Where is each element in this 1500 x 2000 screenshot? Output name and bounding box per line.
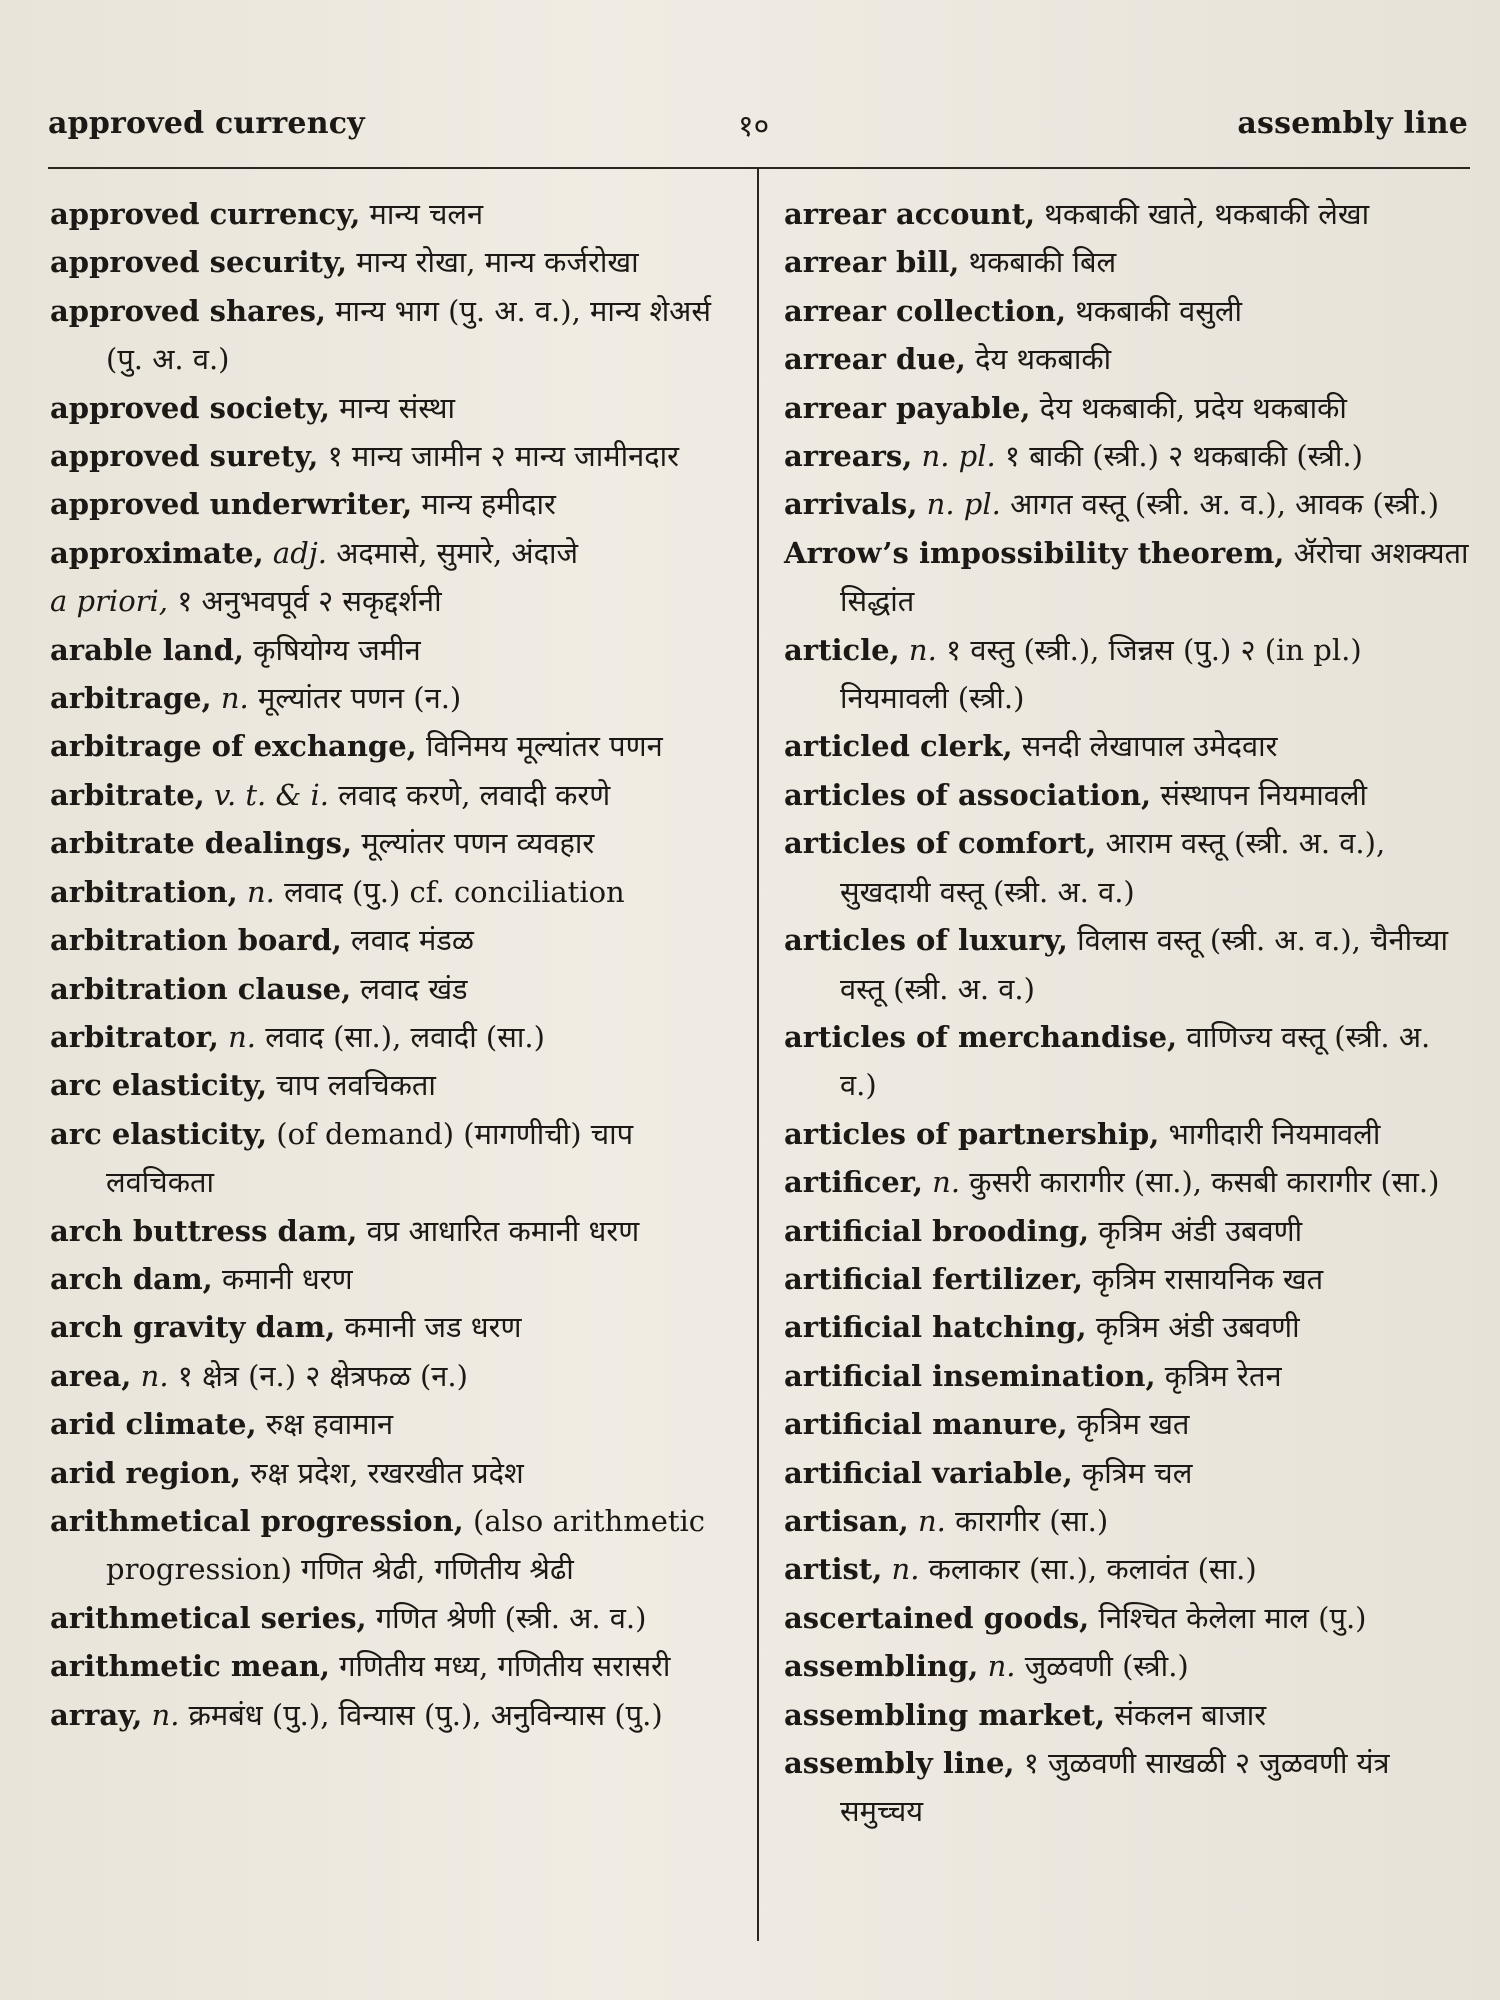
dictionary-entry: [784, 190, 1470, 238]
entry-definition: मूल्यांतर पणन व्यवहार: [361, 826, 595, 861]
entry-term: articled clerk,: [784, 729, 1013, 764]
dictionary-entry: [50, 1497, 740, 1594]
entry-definition: आराम वस्तू (स्त्री. अ. व.), सुखदायी वस्तू (स्त्री. अ. व.): [840, 826, 1386, 909]
dictionary-entry: [784, 384, 1470, 432]
dictionary-entry: [784, 1545, 1470, 1593]
entry-term: artificial fertilizer,: [784, 1261, 1083, 1296]
entry-definition: कृत्रिम रासायनिक खत: [1092, 1261, 1324, 1296]
entry-term: arid climate,: [50, 1407, 257, 1442]
entry-term: articles of association,: [784, 777, 1152, 812]
entry-term: artificial brooding,: [784, 1213, 1090, 1248]
dictionary-entry: [50, 626, 740, 674]
entry-term: arbitrator,: [50, 1019, 219, 1054]
entry-term: arrear account,: [784, 197, 1036, 231]
entry-term: area,: [50, 1358, 132, 1393]
entry-definition: मान्य हमीदार: [421, 487, 556, 522]
right-column: [784, 190, 1470, 1836]
header-rule: [48, 167, 1470, 169]
entry-definition: मान्य चलन: [369, 197, 484, 231]
dictionary-entry: [784, 1691, 1470, 1739]
entry-term: arbitrate dealings,: [50, 826, 353, 861]
dictionary-entry: [50, 480, 740, 528]
entry-definition: भागीदारी नियमावली: [1168, 1116, 1381, 1151]
entry-term: arable land,: [50, 632, 244, 667]
entry-term: arithmetic mean,: [50, 1649, 330, 1684]
entry-term: arrear collection,: [784, 293, 1067, 328]
entry-definition: रुक्ष हवामान: [265, 1407, 394, 1442]
entry-definition: अदमासे, सुमारे, अंदाजे: [336, 535, 579, 570]
entry-definition: १ जुळवणी साखळी २ जुळवणी यंत्र समुच्चय: [840, 1746, 1390, 1829]
dictionary-entry: [784, 1449, 1470, 1497]
entry-part-of-speech: n.: [918, 1503, 946, 1538]
dictionary-entry: [50, 1400, 740, 1448]
dictionary-entry: [50, 1352, 740, 1400]
entry-term: articles of merchandise,: [784, 1019, 1178, 1054]
entry-part-of-speech: n. pl.: [926, 487, 1001, 522]
dictionary-entry: [50, 1303, 740, 1351]
entry-definition: कमानी धरण: [221, 1261, 353, 1296]
dictionary-entry: [784, 722, 1470, 770]
entry-definition: लवाद (पु.) cf. conciliation: [284, 874, 625, 909]
dictionary-entry: [784, 1158, 1470, 1206]
dictionary-entry: [784, 1207, 1470, 1255]
entry-term: arbitration board,: [50, 923, 342, 958]
dictionary-entry: [50, 432, 740, 480]
entry-definition: मान्य रोखा, मान्य कर्जरोखा: [356, 245, 639, 280]
entry-term: assembly line,: [784, 1746, 1015, 1780]
entry-term: articles of comfort,: [784, 826, 1097, 861]
entry-definition: जुळवणी (स्त्री.): [1024, 1649, 1189, 1684]
entry-definition: १ बाकी (स्त्री.) २ थकबाकी (स्त्री.): [1004, 439, 1363, 474]
dictionary-entry: [50, 1642, 740, 1690]
entry-term: arithmetical progression,: [50, 1503, 464, 1538]
entry-definition: कृत्रिम अंडी उबवणी: [1098, 1213, 1303, 1248]
entry-definition: (of demand) (मागणीची) चाप लवचिकता: [106, 1116, 634, 1200]
dictionary-entry: [784, 1303, 1470, 1351]
entry-term: approved security,: [50, 245, 348, 280]
column-divider: [757, 169, 759, 1941]
entry-definition: संस्थापन नियमावली: [1160, 777, 1368, 812]
entry-part-of-speech: n.: [151, 1697, 180, 1732]
entry-term: artisan,: [784, 1503, 909, 1538]
dictionary-entry: [784, 1642, 1470, 1690]
dictionary-entry: [50, 577, 740, 625]
entry-definition: मान्य भाग (पु. अ. व.), मान्य शेअर्स (पु. अ. व.): [106, 293, 711, 377]
entry-term: arc elasticity,: [50, 1116, 268, 1151]
entry-definition: कमानी जड धरण: [344, 1310, 522, 1345]
entry-definition: थकबाकी बिल: [968, 245, 1117, 280]
page-header: [48, 100, 1468, 150]
dictionary-entry: [784, 1013, 1470, 1110]
entry-definition: निश्चित केलेला माल (पु.): [1098, 1600, 1367, 1635]
entry-term: arbitration,: [50, 874, 238, 909]
entry-term: Arrow’s impossibility theorem,: [784, 535, 1285, 570]
dictionary-entry: [784, 1110, 1470, 1158]
entry-definition: कारागीर (सा.): [955, 1503, 1109, 1538]
entry-term: articles of partnership,: [784, 1116, 1160, 1151]
dictionary-entry: [50, 674, 740, 722]
entry-definition: वप्र आधारित कमानी धरण: [366, 1213, 640, 1248]
dictionary-entry: [50, 190, 740, 238]
entry-definition: १ क्षेत्र (न.) २ क्षेत्रफळ (न.): [177, 1358, 468, 1393]
entry-term: arrears,: [784, 439, 913, 474]
dictionary-entry: [50, 287, 740, 384]
dictionary-entry: [50, 1594, 740, 1642]
entry-term: artificial variable,: [784, 1455, 1073, 1490]
entry-part-of-speech: n.: [220, 681, 249, 716]
entry-term: approved society,: [50, 390, 331, 425]
entry-term: arbitrage of exchange,: [50, 729, 417, 764]
dictionary-entry: [50, 965, 740, 1013]
entry-definition: कुसरी कारागीर (सा.), कसबी कारागीर (सा.): [969, 1165, 1440, 1200]
entry-term: arrivals,: [784, 487, 918, 522]
entry-term: approved underwriter,: [50, 487, 413, 522]
entry-part-of-speech: a priori,: [50, 584, 169, 619]
entry-term: arbitrate,: [50, 777, 205, 812]
entry-definition: १ मान्य जामीन २ मान्य जामीनदार: [327, 439, 680, 474]
entry-definition: विलास वस्तू (स्त्री. अ. व.), चैनीच्या वस्तू (स्त्री. अ. व.): [840, 923, 1448, 1006]
entry-term: assembling,: [784, 1649, 979, 1684]
dictionary-entry: [784, 529, 1470, 626]
entry-term: approved surety,: [50, 439, 319, 474]
dictionary-entry: [50, 819, 740, 867]
entry-term: arrear payable,: [784, 390, 1031, 425]
entry-part-of-speech: n.: [246, 874, 275, 909]
entry-definition: १ अनुभवपूर्व २ सकृद्दर्शनी: [177, 584, 442, 619]
entry-term: artificial hatching,: [784, 1310, 1087, 1345]
entry-part-of-speech: n.: [987, 1649, 1016, 1684]
entry-definition: कृत्रिम चल: [1081, 1455, 1193, 1490]
dictionary-entry: [784, 819, 1470, 916]
entry-term: artist,: [784, 1552, 883, 1587]
dictionary-entry: [50, 771, 740, 819]
entry-definition: संकलन बाजार: [1114, 1697, 1267, 1732]
entry-term: approved shares,: [50, 293, 326, 328]
dictionary-entry: [784, 1497, 1470, 1545]
entry-definition: विनिमय मूल्यांतर पणन: [425, 729, 663, 764]
dictionary-entry: [784, 480, 1470, 528]
dictionary-entry: [50, 529, 740, 577]
entry-definition: देय थकबाकी, प्रदेय थकबाकी: [1039, 390, 1347, 425]
entry-term: arch dam,: [50, 1261, 213, 1296]
entry-term: ascertained goods,: [784, 1600, 1090, 1635]
right-guide-word: assembly line: [1237, 106, 1468, 141]
entry-term: assembling market,: [784, 1697, 1106, 1732]
dictionary-entry: [50, 1061, 740, 1109]
entry-part-of-speech: adj.: [272, 535, 327, 570]
dictionary-entry: [784, 238, 1470, 286]
entry-part-of-speech: n.: [932, 1165, 961, 1200]
dictionary-entry: [50, 1255, 740, 1303]
entry-definition: थकबाकी वसुली: [1075, 293, 1243, 328]
entry-definition: मान्य संस्था: [339, 390, 456, 425]
entry-term: arid region,: [50, 1455, 242, 1490]
entry-term: arc elasticity,: [50, 1068, 268, 1103]
dictionary-entry: [50, 1691, 740, 1739]
entry-term: articles of luxury,: [784, 923, 1068, 958]
entry-term: artificial manure,: [784, 1407, 1068, 1442]
left-column: [50, 190, 740, 1739]
entry-part-of-speech: n.: [228, 1019, 256, 1054]
dictionary-entry: [50, 384, 740, 432]
entry-term: article,: [784, 632, 900, 667]
entry-part-of-speech: n.: [908, 632, 937, 667]
entry-definition: वाणिज्य वस्तू (स्त्री. अ. व.): [840, 1019, 1431, 1103]
left-guide-word: approved currency: [48, 106, 365, 141]
dictionary-entry: [50, 1449, 740, 1497]
entry-term: approved currency,: [50, 197, 361, 231]
dictionary-entry: [50, 1110, 740, 1207]
dictionary-entry: [784, 1594, 1470, 1642]
entry-definition: मूल्यांतर पणन (न.): [258, 681, 462, 716]
entry-definition: कृषियोग्य जमीन: [253, 632, 421, 667]
dictionary-entry: [784, 771, 1470, 819]
entry-term: arrear due,: [784, 342, 966, 377]
entry-definition: लवाद खंड: [360, 971, 468, 1006]
dictionary-entry: [50, 868, 740, 916]
entry-part-of-speech: n. pl.: [921, 439, 996, 474]
entry-part-of-speech: v. t. & i.: [214, 777, 329, 812]
entry-part-of-speech: n.: [891, 1552, 920, 1587]
dictionary-entry: [50, 1207, 740, 1255]
entry-definition: (also arithmetic progression) गणित श्रेढी, गणितीय श्रेढी: [106, 1503, 706, 1587]
dictionary-entry: [784, 1255, 1470, 1303]
entry-definition: कृत्रिम रेतन: [1164, 1358, 1282, 1393]
dictionary-entry: [784, 335, 1470, 383]
entry-definition: लवाद (सा.), लवादी (सा.): [265, 1019, 545, 1054]
entry-definition: थकबाकी खाते, थकबाकी लेखा: [1044, 197, 1370, 231]
entry-definition: १ वस्तु (स्त्री.), जिन्नस (पु.) २ (in pl.) नियमावली (स्त्री.): [840, 632, 1362, 716]
dictionary-entry: [50, 722, 740, 770]
entry-definition: लवाद मंडळ: [351, 923, 474, 958]
entry-term: approximate,: [50, 535, 264, 570]
dictionary-entry: [50, 238, 740, 286]
page-number: १०: [738, 109, 770, 144]
entry-definition: देय थकबाकी: [975, 342, 1112, 377]
dictionary-entry: [784, 1739, 1470, 1836]
dictionary-entry: [784, 626, 1470, 723]
entry-term: arithmetical series,: [50, 1600, 367, 1635]
dictionary-entry: [784, 916, 1470, 1013]
dictionary-entry: [784, 432, 1470, 480]
entry-definition: ॲरोचा अशक्यता सिद्धांत: [840, 535, 1469, 619]
entry-term: arrear bill,: [784, 245, 960, 280]
entry-definition: आगत वस्तू (स्त्री. अ. व.), आवक (स्त्री.): [1010, 487, 1440, 522]
dictionary-entry: [50, 1013, 740, 1061]
entry-definition: चाप लवचिकता: [276, 1068, 436, 1103]
entry-definition: गणित श्रेणी (स्त्री. अ. व.): [375, 1600, 647, 1635]
entry-definition: कलाकार (सा.), कलावंत (सा.): [928, 1552, 1257, 1587]
entry-term: arch buttress dam,: [50, 1213, 358, 1248]
entry-term: artificer,: [784, 1165, 923, 1200]
entry-term: arbitration clause,: [50, 971, 352, 1006]
entry-term: arch gravity dam,: [50, 1310, 336, 1345]
entry-definition: कृत्रिम खत: [1076, 1407, 1190, 1442]
entry-term: array,: [50, 1697, 143, 1732]
dictionary-entry: [784, 287, 1470, 335]
entry-definition: रुक्ष प्रदेश, रखरखीत प्रदेश: [250, 1455, 524, 1490]
entry-definition: क्रमबंध (पु.), विन्यास (पु.), अनुविन्यास (पु.): [188, 1697, 663, 1732]
entry-term: artificial insemination,: [784, 1358, 1156, 1393]
entry-part-of-speech: n.: [140, 1358, 169, 1393]
dictionary-entry: [784, 1352, 1470, 1400]
entry-term: arbitrage,: [50, 681, 212, 716]
entry-definition: कृत्रिम अंडी उबवणी: [1095, 1310, 1300, 1345]
entry-definition: गणितीय मध्य, गणितीय सरासरी: [339, 1649, 671, 1684]
dictionary-entry: [50, 916, 740, 964]
entry-definition: लवाद करणे, लवादी करणे: [338, 777, 611, 812]
dictionary-entry: [784, 1400, 1470, 1448]
entry-definition: सनदी लेखापाल उमेदवार: [1021, 729, 1278, 764]
